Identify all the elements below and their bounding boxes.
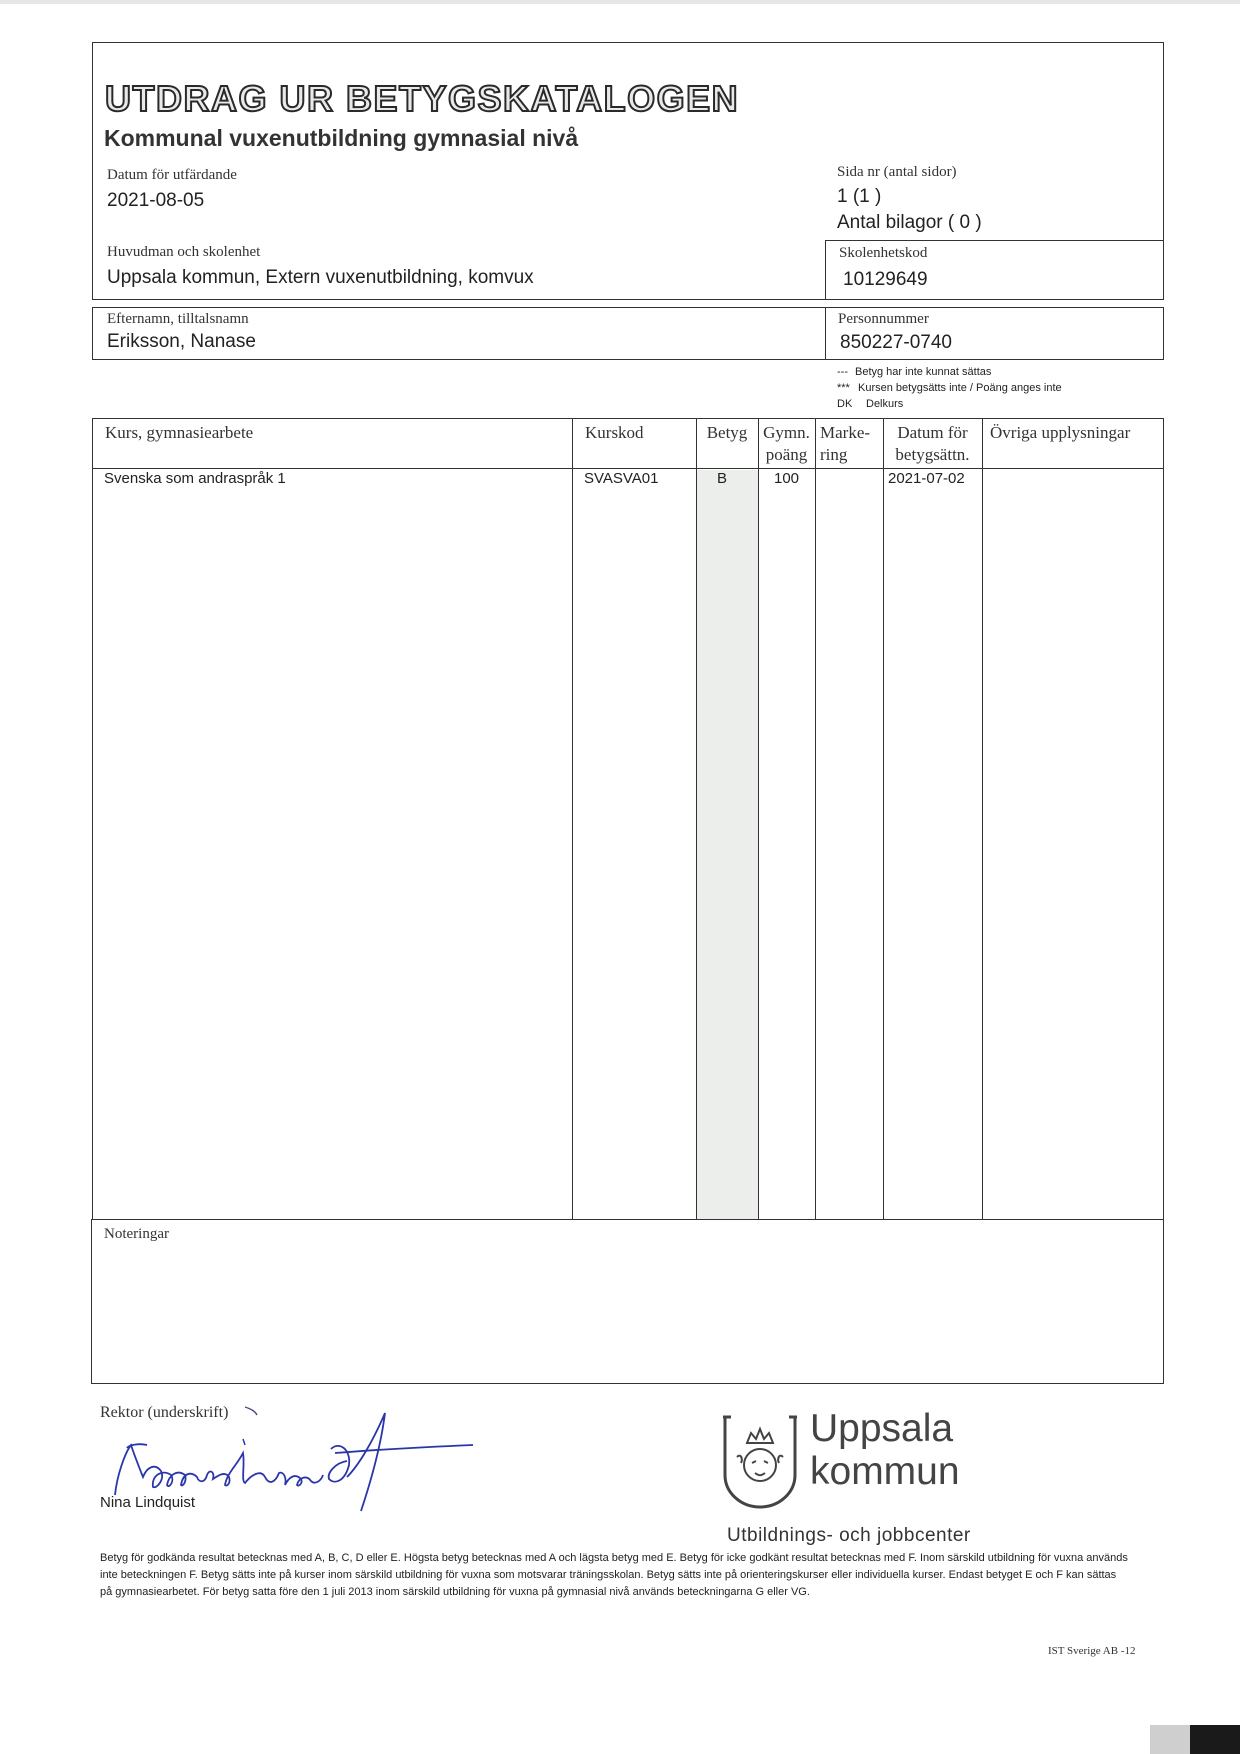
col-header-course: Kurs, gymnasiearbete: [105, 423, 254, 442]
legend-item: --- Betyg har inte kunnat sättas: [837, 366, 992, 378]
header-row-divider: [93, 468, 1163, 469]
col-header-grade: Betyg: [706, 423, 748, 442]
grading-info: Betyg för godkända resultat betecknas med A, B, C, D eller E. Högsta betyg betecknas med A och lägsta betyg med E. Betyg för icke godkänt resultat betecknas med F. Inom särskild utbildning för vuxna används inte beteckningen F. Betyg sätts inte på kurser inom särskild utbildning för vuxna som motsvarar träningsskolan. Betyg sätts inte på orienteringskurser eller individuella kurser. Endast betyget E och F kan sättas på gymnasiearbetet. För betyg satta före den 1 juli 2013 inom särskild utbildning för vuxna på gymnasial nivå används beteckningarna G eller VG.: [100, 1552, 1128, 1598]
col-divider-other: [982, 419, 983, 1219]
col-divider-code: [572, 419, 573, 1219]
legend-item: DK Delkurs: [837, 398, 904, 410]
document-title: UTDRAG UR BETYGSKATALOGEN: [105, 78, 740, 119]
col-divider-date: [883, 419, 884, 1219]
student-name-label: Efternamn, tilltalsnamn: [107, 311, 249, 327]
notes-label: Noteringar: [104, 1226, 169, 1242]
department-name: Utbildnings- och jobbcenter: [727, 1525, 971, 1546]
publisher-mark: IST Sverige AB -12: [1048, 1645, 1136, 1657]
course-grade: B: [716, 470, 727, 487]
col-header-date: Datum för betygsättn.: [895, 423, 970, 464]
student-box-divider: [825, 307, 826, 360]
page-number-value: 1 (1 ): [837, 186, 882, 207]
notes-box: [91, 1219, 1164, 1384]
col-header-marking: Marke- ring: [820, 423, 871, 464]
school-code-label: Skolenhetskod: [839, 245, 928, 261]
scan-corner-mark-dark: [1190, 1725, 1240, 1754]
personal-number-value: 850227-0740: [840, 332, 952, 353]
principal-value: Uppsala kommun, Extern vuxenutbildning, komvux: [107, 267, 534, 288]
personal-number-label: Personnummer: [838, 311, 929, 327]
principal-label: Huvudman och skolenhet: [107, 244, 261, 260]
grade-date: 2021-07-02: [888, 470, 965, 487]
course-code: SVASVA01: [584, 470, 659, 487]
col-divider-grade: [696, 419, 697, 1219]
legend: [837, 364, 1062, 412]
grades-table: [92, 418, 1164, 1220]
scan-top-edge: [0, 0, 1240, 4]
scan-corner-mark: [1150, 1725, 1190, 1754]
issue-date-value: 2021-08-05: [107, 190, 205, 211]
issue-date-label: Datum för utfärdande: [107, 167, 237, 183]
logo-line-1: Uppsala: [810, 1407, 954, 1450]
uppsala-crest-icon: [719, 1413, 801, 1511]
col-divider-marking: [815, 419, 816, 1219]
school-code-value: 10129649: [843, 269, 928, 290]
col-header-other: Övriga upplysningar: [990, 423, 1131, 442]
logo-line-2: kommun: [810, 1450, 960, 1493]
grade-column-shade: [697, 470, 759, 1220]
student-name-value: Eriksson, Nanase: [107, 331, 256, 352]
signature-label: Rektor (underskrift): [100, 1404, 229, 1421]
col-header-points: Gymn. poäng: [763, 423, 810, 464]
col-divider-points: [758, 419, 759, 1219]
attachments-count: Antal bilagor ( 0 ): [837, 212, 982, 233]
course-points: 100: [773, 470, 800, 487]
course-name: Svenska som andraspråk 1: [104, 470, 286, 487]
document-subtitle: Kommunal vuxenutbildning gymnasial nivå: [104, 125, 579, 151]
page-number-label: Sida nr (antal sidor): [837, 164, 957, 180]
principal-name: Nina Lindquist: [100, 1494, 196, 1511]
col-header-code: Kurskod: [585, 423, 644, 442]
legend-item: *** Kursen betygsätts inte / Poäng anges inte: [837, 382, 1062, 394]
